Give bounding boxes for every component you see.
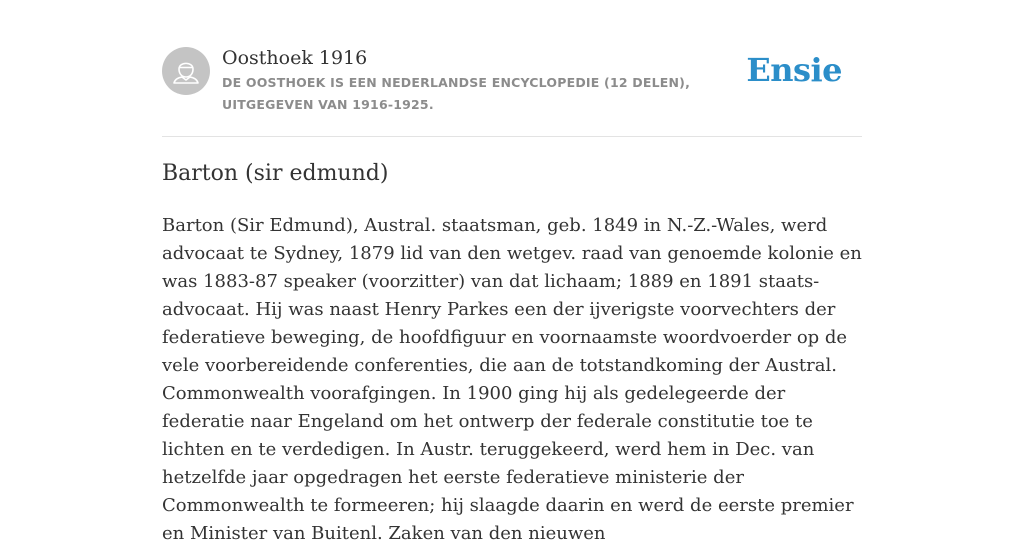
source-header bbox=[162, 44, 862, 137]
user-icon bbox=[162, 47, 210, 95]
entry-body: Barton (Sir Edmund), Austral. staatsman, geb. 1849 in N.-Z.-Wales, werd advocaat te Sydney, 1879 lid van den wetgev. raad van genoemde kolonie en was 1883-87 speaker (voorzitter) van dat lichaam; 1889 en 1891 staats-advocaat. Hij was naast Henry Parkes een der ijverigste voorvechters der federatieve beweging, de hoofdfiguur en voornaamste woordvoerder op de vele voorbereidende conferenties, die aan de totstandkoming der Austral. Commonwealth voorafgingen. In 1900 ging hij als gedelegeerde der federatie naar Engeland om het ontwerp der federale constitutie toe te lichten en te verdedigen. In Austr. teruggekeerd, werd hem in Dec. van hetzelfde jaar opgedragen het eerste federatieve ministerie der Commonwealth te formeeren; hij slaagde daarin en werd de eerste premier en Minister van Buitenl. Zaken van den nieuwen bbox=[162, 215, 862, 544]
ensie-logo[interactable]: Ensie bbox=[746, 51, 842, 89]
source-title[interactable]: Oosthoek 1916 bbox=[222, 47, 368, 69]
entry-title: Barton (sir edmund) bbox=[162, 161, 389, 186]
source-avatar[interactable] bbox=[162, 47, 210, 95]
source-description: DE OOSTHOEK IS EEN NEDERLANDSE ENCYCLOPEDIE (12 DELEN), UITGEGEVEN VAN 1916-1925. bbox=[222, 75, 691, 112]
